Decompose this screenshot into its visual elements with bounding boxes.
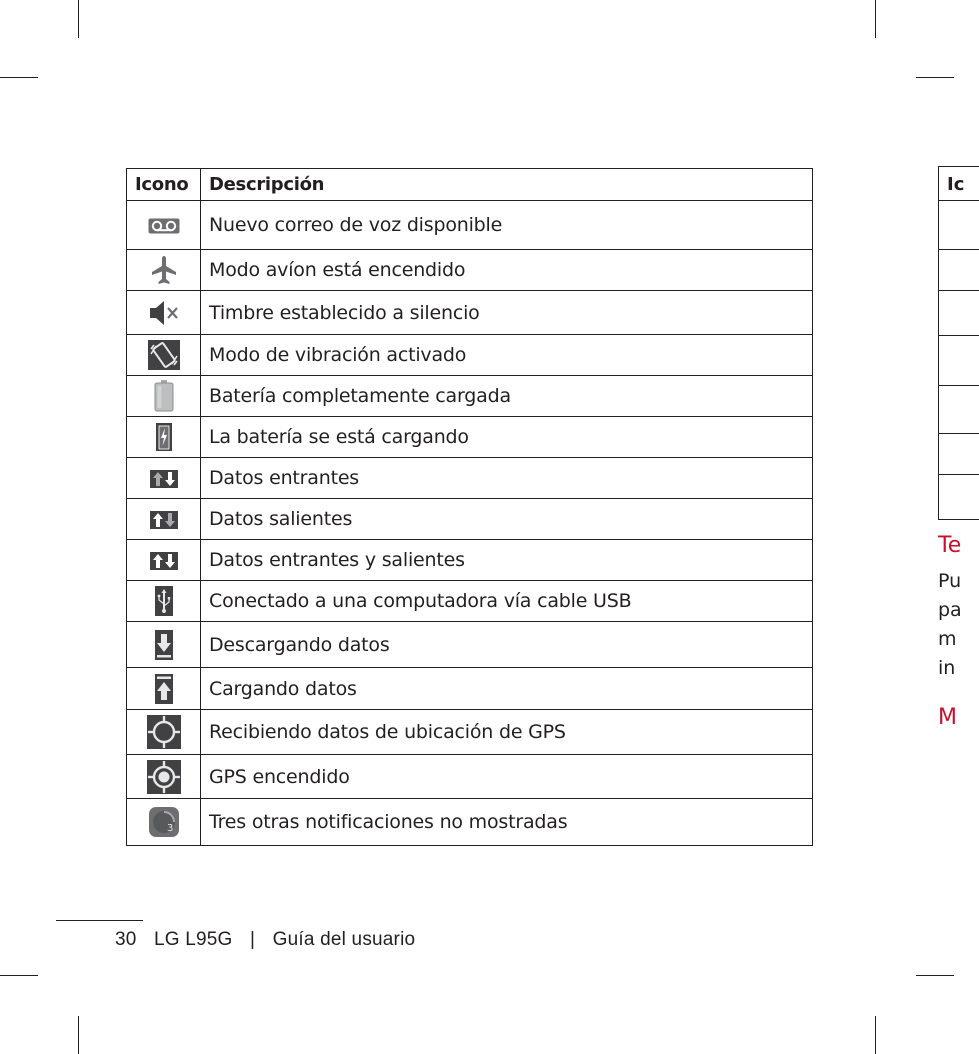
page-footer bbox=[115, 929, 427, 951]
data-in-icon bbox=[150, 470, 178, 488]
row-description: Datos entrantes y salientes bbox=[201, 540, 813, 581]
table-rule bbox=[939, 200, 979, 201]
battery-charging-icon bbox=[156, 423, 172, 451]
icon-table bbox=[126, 168, 813, 846]
footer-separator: | bbox=[250, 929, 256, 950]
crop-mark bbox=[916, 77, 954, 78]
badge-count: 3 bbox=[166, 823, 173, 834]
guide-title: Guía del usuario bbox=[272, 929, 416, 950]
table-row bbox=[127, 335, 813, 376]
heading-fragment: Te bbox=[938, 533, 962, 558]
page-number: 30 bbox=[115, 929, 137, 950]
data-inout-icon bbox=[150, 552, 178, 570]
row-description: Recibiendo datos de ubicación de GPS bbox=[201, 710, 813, 755]
battery-full-icon bbox=[154, 380, 174, 412]
table-row bbox=[127, 799, 813, 846]
heading-fragment: M bbox=[938, 705, 957, 730]
table-rule bbox=[939, 433, 979, 434]
row-description: Modo avíon está encendido bbox=[201, 250, 813, 291]
table-row bbox=[127, 622, 813, 668]
row-description: Nuevo correo de voz disponible bbox=[201, 201, 813, 250]
table-rule bbox=[939, 249, 979, 250]
table-row bbox=[127, 581, 813, 622]
table-rule bbox=[939, 335, 979, 336]
text-fragment: in bbox=[938, 657, 956, 679]
table-row bbox=[127, 499, 813, 540]
crop-mark bbox=[875, 1016, 876, 1054]
header-description: Descripción bbox=[201, 169, 813, 201]
crop-mark bbox=[0, 77, 38, 78]
row-description: Timbre establecido a silencio bbox=[201, 291, 813, 335]
table-row bbox=[127, 668, 813, 710]
data-out-icon bbox=[150, 511, 178, 529]
model-name: LG L95G bbox=[154, 929, 233, 950]
row-description: Datos entrantes bbox=[201, 458, 813, 499]
text-fragment: Pu bbox=[938, 570, 962, 592]
row-description: GPS encendido bbox=[201, 755, 813, 799]
table-row bbox=[127, 250, 813, 291]
gps-on-icon bbox=[147, 760, 181, 794]
gps-searching-icon bbox=[147, 715, 181, 749]
crop-mark bbox=[0, 975, 38, 976]
upload-icon bbox=[155, 674, 173, 704]
row-description: Tres otras notificaciones no mostradas bbox=[201, 799, 813, 846]
silent-ringer-icon bbox=[148, 298, 180, 328]
right-header-fragment: Ic bbox=[947, 174, 965, 195]
row-description: Cargando datos bbox=[201, 668, 813, 710]
table-row bbox=[127, 755, 813, 799]
airplane-icon bbox=[151, 255, 177, 285]
table-row bbox=[127, 540, 813, 581]
crop-mark bbox=[78, 1016, 79, 1054]
row-description: Conectado a una computadora vía cable USB bbox=[201, 581, 813, 622]
table-row bbox=[127, 376, 813, 417]
row-description: Datos salientes bbox=[201, 499, 813, 540]
table-row bbox=[127, 710, 813, 755]
usb-icon bbox=[155, 586, 173, 616]
header-icon: Icono bbox=[127, 169, 201, 201]
download-icon bbox=[155, 630, 173, 660]
row-description: Descargando datos bbox=[201, 622, 813, 668]
crop-mark bbox=[78, 0, 79, 38]
table-row bbox=[127, 291, 813, 335]
table-rule bbox=[939, 290, 979, 291]
crop-mark bbox=[916, 975, 954, 976]
voicemail-icon bbox=[148, 218, 180, 234]
row-description: Modo de vibración activado bbox=[201, 335, 813, 376]
text-fragment: m bbox=[938, 628, 957, 650]
row-description: La batería se está cargando bbox=[201, 417, 813, 458]
more-notifications-icon bbox=[149, 807, 179, 837]
vibrate-icon bbox=[148, 340, 180, 370]
footer-rule bbox=[56, 920, 143, 921]
table-rule bbox=[939, 474, 979, 475]
crop-mark bbox=[875, 0, 876, 38]
table-row bbox=[127, 458, 813, 499]
table-row bbox=[127, 417, 813, 458]
right-table-fragment bbox=[938, 166, 979, 520]
table-row bbox=[127, 201, 813, 250]
text-fragment: pa bbox=[938, 599, 962, 621]
row-description: Batería completamente cargada bbox=[201, 376, 813, 417]
table-header-row bbox=[127, 169, 813, 201]
table-rule bbox=[939, 385, 979, 386]
